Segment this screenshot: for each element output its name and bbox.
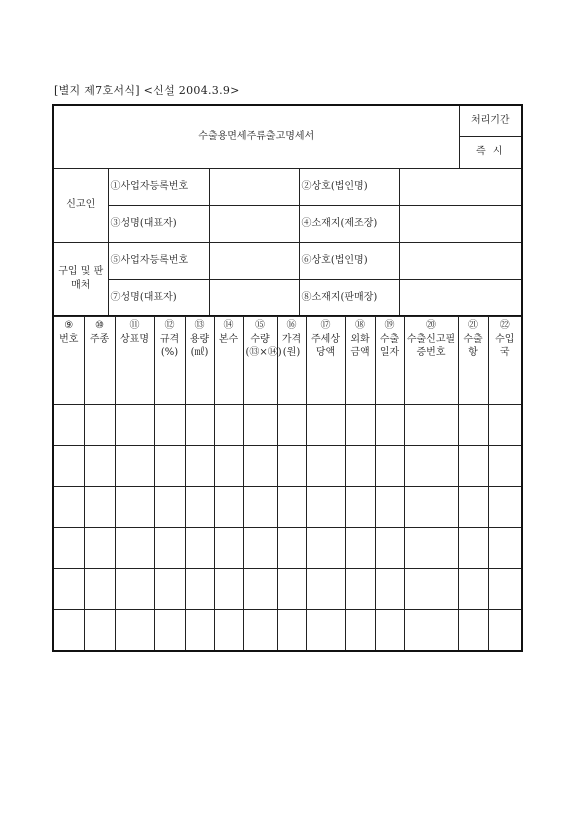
table-cell[interactable] xyxy=(277,569,306,610)
processing-period-label: 처리기간 xyxy=(459,105,522,136)
reporter-name-label: ③성명(대표자) xyxy=(108,205,209,242)
table-cell[interactable] xyxy=(404,487,458,528)
column-header xyxy=(345,317,375,405)
table-cell[interactable] xyxy=(115,405,154,446)
table-cell[interactable] xyxy=(115,446,154,487)
table-cell[interactable] xyxy=(214,487,243,528)
table-cell[interactable] xyxy=(53,487,84,528)
table-cell[interactable] xyxy=(154,610,185,652)
table-cell[interactable] xyxy=(458,487,488,528)
table-cell[interactable] xyxy=(345,610,375,652)
column-number: ⑲ xyxy=(384,320,395,331)
table-cell[interactable] xyxy=(53,405,84,446)
table-cell[interactable] xyxy=(375,610,404,652)
table-row xyxy=(53,610,522,652)
column-label: 가격(원) xyxy=(281,333,302,358)
column-number: ⑯ xyxy=(286,320,297,331)
column-label: 외화금액 xyxy=(350,333,370,358)
table-row xyxy=(53,446,522,487)
table-cell[interactable] xyxy=(345,487,375,528)
column-number: ⑪ xyxy=(129,320,140,331)
table-cell[interactable] xyxy=(375,405,404,446)
column-number: ㉒ xyxy=(499,320,510,331)
column-number: ⑱ xyxy=(355,320,365,331)
table-cell[interactable] xyxy=(243,487,277,528)
table-cell[interactable] xyxy=(488,446,522,487)
reporter-name-field[interactable] xyxy=(209,205,299,242)
table-cell[interactable] xyxy=(53,610,84,652)
column-number: ⑩ xyxy=(95,320,104,331)
table-cell[interactable] xyxy=(214,446,243,487)
form-title: 수출용면세주류출고명세서 xyxy=(53,105,459,168)
table-cell[interactable] xyxy=(84,446,115,487)
column-label: 주종 xyxy=(89,333,110,345)
form-header-table xyxy=(52,104,523,317)
table-cell[interactable] xyxy=(84,405,115,446)
processing-period-value: 즉 시 xyxy=(459,136,522,168)
table-cell[interactable] xyxy=(277,487,306,528)
table-cell[interactable] xyxy=(404,528,458,569)
column-header xyxy=(84,317,115,405)
table-cell[interactable] xyxy=(53,528,84,569)
table-cell[interactable] xyxy=(488,569,522,610)
column-header xyxy=(214,317,243,405)
table-cell[interactable] xyxy=(375,487,404,528)
column-label: 규격(%) xyxy=(159,333,180,358)
table-cell[interactable] xyxy=(243,569,277,610)
table-cell[interactable] xyxy=(185,528,214,569)
column-label: 수입국 xyxy=(495,333,515,358)
table-cell[interactable] xyxy=(214,528,243,569)
table-row xyxy=(53,487,522,528)
buyer-name-field[interactable] xyxy=(209,279,299,316)
table-cell[interactable] xyxy=(404,569,458,610)
table-cell[interactable] xyxy=(345,528,375,569)
buyer-biz-no-field[interactable] xyxy=(209,242,299,279)
buyer-name-label: ⑦성명(대표자) xyxy=(108,279,209,316)
table-cell[interactable] xyxy=(458,446,488,487)
column-number: ⑮ xyxy=(255,320,265,331)
table-cell[interactable] xyxy=(375,569,404,610)
table-cell[interactable] xyxy=(115,569,154,610)
table-cell[interactable] xyxy=(154,528,185,569)
column-header xyxy=(115,317,154,405)
column-label: 수출신고필증번호 xyxy=(406,333,456,358)
column-header xyxy=(154,317,185,405)
column-number: ⑫ xyxy=(164,320,175,331)
table-cell[interactable] xyxy=(185,487,214,528)
buyer-label: 구입 및 판매처 xyxy=(53,242,108,316)
table-cell[interactable] xyxy=(84,569,115,610)
column-header xyxy=(185,317,214,405)
reporter-address-field[interactable] xyxy=(399,205,522,242)
table-cell[interactable] xyxy=(154,446,185,487)
table-cell[interactable] xyxy=(53,446,84,487)
column-header xyxy=(488,317,522,405)
column-number: ⑰ xyxy=(320,320,331,331)
column-number: ⑭ xyxy=(223,320,234,331)
table-cell[interactable] xyxy=(306,487,345,528)
reporter-trade-name-field[interactable] xyxy=(399,168,522,205)
table-cell[interactable] xyxy=(115,487,154,528)
table-cell[interactable] xyxy=(115,610,154,652)
table-cell[interactable] xyxy=(84,610,115,652)
column-header xyxy=(243,317,282,405)
form-caption: [별지 제7호서식] <신설 2004.3.9> xyxy=(54,84,240,97)
buyer-address-label: ⑧소재지(판매장) xyxy=(299,279,399,316)
table-cell[interactable] xyxy=(277,446,306,487)
column-number: ㉑ xyxy=(468,320,478,331)
column-label: 수출일자 xyxy=(379,333,400,358)
column-header xyxy=(53,317,84,405)
reporter-biz-no-label: ①사업자등록번호 xyxy=(108,168,209,205)
column-label: 본수 xyxy=(218,333,239,345)
table-cell[interactable] xyxy=(458,528,488,569)
column-label: 상표명 xyxy=(120,333,149,345)
table-cell[interactable] xyxy=(154,487,185,528)
table-cell[interactable] xyxy=(185,446,214,487)
table-cell[interactable] xyxy=(306,569,345,610)
table-cell[interactable] xyxy=(185,405,214,446)
table-cell[interactable] xyxy=(488,405,522,446)
table-cell[interactable] xyxy=(243,405,277,446)
table-row xyxy=(53,569,522,610)
reporter-address-label: ④소재지(제조장) xyxy=(299,205,399,242)
table-cell[interactable] xyxy=(488,610,522,652)
column-number: ⑳ xyxy=(426,320,436,331)
table-cell[interactable] xyxy=(154,405,185,446)
buyer-trade-name-field[interactable] xyxy=(399,242,522,279)
buyer-trade-name-label: ⑥상호(법인명) xyxy=(299,242,399,279)
column-header xyxy=(458,317,488,405)
column-header xyxy=(375,317,404,405)
table-cell[interactable] xyxy=(404,610,458,652)
column-number: ⑬ xyxy=(194,320,205,331)
column-header xyxy=(277,317,306,405)
table-cell[interactable] xyxy=(53,569,84,610)
table-cell[interactable] xyxy=(277,405,306,446)
table-cell[interactable] xyxy=(84,487,115,528)
table-cell[interactable] xyxy=(488,528,522,569)
column-label: 주세상당액 xyxy=(311,333,340,358)
table-cell[interactable] xyxy=(115,528,154,569)
table-cell[interactable] xyxy=(458,405,488,446)
table-cell[interactable] xyxy=(345,446,375,487)
table-cell[interactable] xyxy=(154,569,185,610)
column-label: 수량(⑬×⑭) xyxy=(245,333,282,358)
reporter-biz-no-field[interactable] xyxy=(209,168,299,205)
table-cell[interactable] xyxy=(306,528,345,569)
table-cell[interactable] xyxy=(214,610,243,652)
table-cell[interactable] xyxy=(243,528,277,569)
table-cell[interactable] xyxy=(306,610,345,652)
table-cell[interactable] xyxy=(404,446,458,487)
table-cell[interactable] xyxy=(84,528,115,569)
table-row xyxy=(53,405,522,446)
table-cell[interactable] xyxy=(458,610,488,652)
column-header xyxy=(306,317,345,405)
reporter-label: 신고인 xyxy=(53,168,108,242)
table-cell[interactable] xyxy=(345,569,375,610)
column-label: 수출항 xyxy=(463,333,483,358)
table-cell[interactable] xyxy=(185,569,214,610)
column-header xyxy=(404,317,458,405)
table-cell[interactable] xyxy=(185,610,214,652)
table-cell[interactable] xyxy=(375,528,404,569)
table-cell[interactable] xyxy=(375,446,404,487)
items-table xyxy=(52,316,523,652)
reporter-trade-name-label: ②상호(법인명) xyxy=(299,168,399,205)
table-cell[interactable] xyxy=(277,610,306,652)
table-cell[interactable] xyxy=(488,487,522,528)
buyer-biz-no-label: ⑤사업자등록번호 xyxy=(108,242,209,279)
table-cell[interactable] xyxy=(306,405,345,446)
table-row xyxy=(53,528,522,569)
table-cell[interactable] xyxy=(214,405,243,446)
table-cell[interactable] xyxy=(243,446,277,487)
table-cell[interactable] xyxy=(306,446,345,487)
table-cell[interactable] xyxy=(345,405,375,446)
column-label: 번호 xyxy=(59,333,79,345)
table-cell[interactable] xyxy=(277,528,306,569)
column-number: ⑨ xyxy=(64,320,74,331)
table-cell[interactable] xyxy=(243,610,277,652)
buyer-address-field[interactable] xyxy=(399,279,522,316)
table-cell[interactable] xyxy=(458,569,488,610)
column-label: 용량(㎖) xyxy=(189,333,210,358)
table-cell[interactable] xyxy=(214,569,243,610)
table-cell[interactable] xyxy=(404,405,458,446)
